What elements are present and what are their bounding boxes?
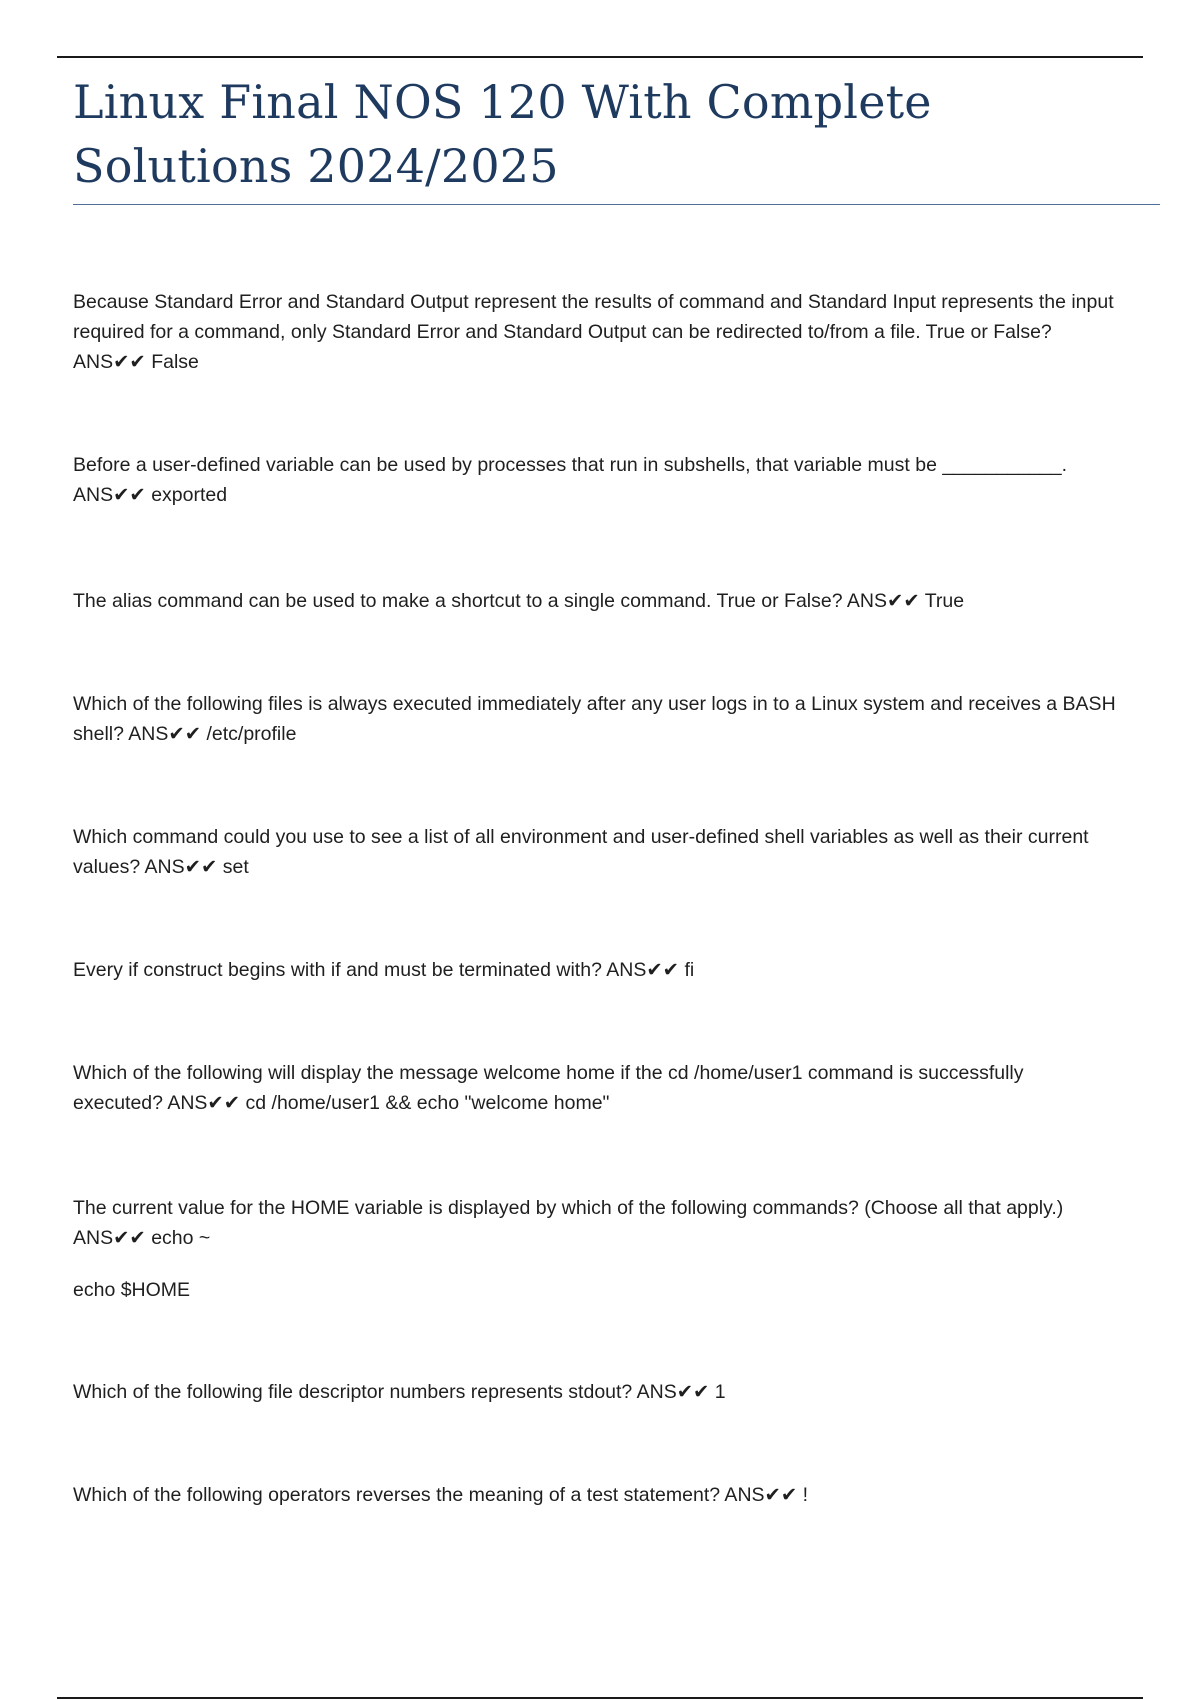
qa-answer-line: ANS✔✔ exported xyxy=(73,484,228,506)
qa-text-line: The current value for the HOME variable is displayed by which of the following commands? (Choose all that apply.) xyxy=(73,1197,1064,1219)
qa-answer-line: ANS✔✔ echo ~ xyxy=(73,1227,211,1249)
qa-item-3 xyxy=(73,586,1163,616)
document-title: Linux Final NOS 120 With Complete Solutions 2024/2025 xyxy=(73,75,932,193)
qa-text-line: Which of the following operators reverses the meaning of a test statement? ANS✔✔ ! xyxy=(73,1484,809,1506)
qa-text-line: Which command could you use to see a list of all environment and user-defined shell variables as well as their current xyxy=(73,826,1089,848)
qa-answer-line: ANS✔✔ False xyxy=(73,351,199,373)
qa-item-6 xyxy=(73,955,1163,985)
qa-text-line: Which of the following will display the message welcome home if the cd /home/user1 command is successfully xyxy=(73,1062,1024,1084)
qa-answer-line: values? ANS✔✔ set xyxy=(73,856,249,878)
qa-item-8-extra-answer: echo $HOME xyxy=(73,1279,191,1301)
qa-item-2 xyxy=(73,450,1163,510)
title-underline xyxy=(73,204,1160,205)
qa-text-line: Before a user-defined variable can be used by processes that run in subshells, that variable must be ___________. xyxy=(73,454,1068,476)
qa-item-7 xyxy=(73,1058,1163,1118)
qa-item-4 xyxy=(73,689,1163,749)
qa-answer-line: executed? ANS✔✔ cd /home/user1 && echo "welcome home" xyxy=(73,1092,610,1114)
qa-text-line: Every if construct begins with if and must be terminated with? ANS✔✔ fi xyxy=(73,959,695,981)
qa-item-10 xyxy=(73,1480,1163,1510)
qa-item-9 xyxy=(73,1377,1163,1407)
qa-item-8 xyxy=(73,1193,1163,1253)
qa-answer-line: shell? ANS✔✔ /etc/profile xyxy=(73,723,297,745)
qa-item-5 xyxy=(73,822,1163,882)
bottom-page-rule xyxy=(57,1697,1143,1699)
top-page-rule xyxy=(57,56,1143,58)
qa-text-line: Because Standard Error and Standard Output represent the results of command and Standard Input represents the input xyxy=(73,291,1114,313)
qa-text-line: Which of the following files is always executed immediately after any user logs in to a Linux system and receives a BASH xyxy=(73,693,1116,715)
qa-text-line: required for a command, only Standard Error and Standard Output can be redirected to/from a file. True or False? xyxy=(73,321,1052,343)
qa-text-line: Which of the following file descriptor numbers represents stdout? ANS✔✔ 1 xyxy=(73,1381,726,1403)
qa-item-1 xyxy=(73,287,1163,377)
qa-text-line: The alias command can be used to make a shortcut to a single command. True or False? ANS✔✔ True xyxy=(73,590,965,612)
